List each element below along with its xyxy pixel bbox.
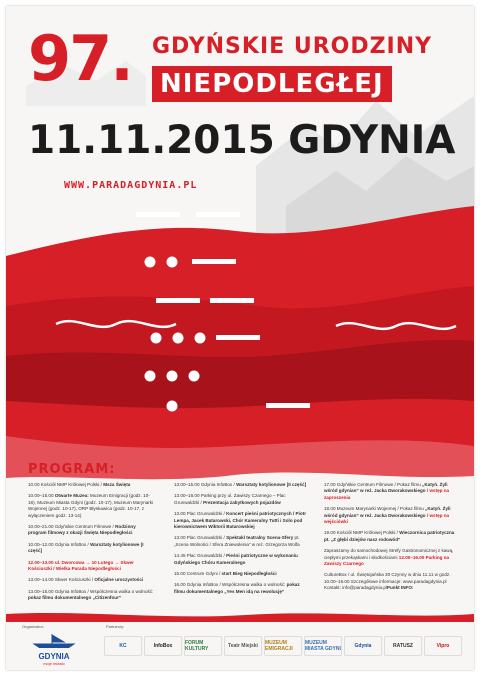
program-entry-text: 15.00 Centrum Gdyni / (174, 571, 222, 577)
program-title: PROGRAM: (28, 462, 116, 477)
program-entry (324, 530, 460, 543)
ship-icon (24, 632, 84, 648)
program-entry-text: 13.00–15.00 Gdynia InfoBox / Współczesna walka o wolność: (28, 588, 154, 594)
partners-label: Partnerzy: (106, 624, 125, 629)
program-entry-text: 12.00–16.00 Parking na Zawiszy Czarnego (324, 554, 450, 567)
program-entry-text: Spektakl teatralny Scena-Sfery (226, 535, 294, 541)
program-entry-text: 10.00 Kościół NMP Królowej Polski / (28, 482, 104, 487)
organizer-name: GDYNIA (38, 652, 70, 661)
program-entry-text: 19.00 Kościół NMP Królowej Polski / (324, 530, 400, 536)
program-entry-text: Otwarte Muzea: (54, 493, 89, 499)
program-entry-text: 13.00–14.00 Skwer Kościuszki / (28, 577, 95, 583)
program-entry-text: Pieśni patriotyczne w wykonaniu Gdyńskiego Chóru Kameralnego (174, 553, 298, 565)
program-column-2 (174, 482, 310, 600)
program-entry-text: Oficjalne uroczystości (94, 577, 144, 583)
program-entry-text: 10.00–15.00 (28, 493, 55, 499)
program-entry-text: 12.00–13.00 ul. Dworcowa → 10 Lutego → Skwer Kościuszki / Wielka Parada Niepodległości (28, 559, 134, 572)
program-entry-text: Prezentacja zabytkowych pojazdów (203, 499, 281, 505)
program-entry-text: Warsztaty kotylionowe [II część] (236, 482, 307, 487)
program-entry-text: Wieczornica patriotyczna pt. „Z głębi dziejów nasz rodowód” (324, 530, 455, 542)
program-entry-text: Punkt INFO: (386, 585, 414, 591)
program-entry (28, 493, 154, 519)
program-entry (28, 577, 154, 583)
program-column-1 (28, 482, 154, 607)
website-url[interactable]: WWW.PARADAGDYNIA.PL (64, 180, 198, 191)
program-entry-text: 13.00 Plac Grunwaldzki / (174, 511, 227, 517)
program-entry-text: pokaz filmu dokumentalnego „Citizenfour” (28, 595, 122, 601)
program-entry (28, 589, 154, 602)
program-entry-text: 13.00–15.00 Gdynia InfoBox / (174, 482, 237, 487)
partner-logo: FORUM KULTURY (184, 636, 222, 656)
program-entry (324, 572, 460, 591)
program-entry-text: Koncert pieśni patriotycznych / Piotr Lempa, Jacek Batarowski, Chór Kameralny Tutti i Solo pod kierownictwem Wiktorii Batarowskiej (174, 511, 306, 530)
partner-logo: Vipro (424, 636, 462, 656)
program-entry-text: 18.00 Muzeum Marynarki Wojennej / Pokaz filmu (324, 506, 426, 512)
partner-logo: Teatr Miejski (224, 636, 262, 656)
program-entry-text: / wstęp na zaproszenia (324, 488, 450, 500)
program-entry-text: Rodzinny program filmowy z okazji Święta Niepodległości (28, 524, 136, 536)
program-entry (324, 506, 460, 525)
program-entry-text: / wstęp na wejściówki (324, 512, 450, 525)
program-entry-text: Msza Święta (103, 482, 131, 487)
program-entry-text: „Katyń. Żyli wśród gdynian” w reż. Jacka Dworakowskiego (324, 506, 451, 518)
partner-logo: RATUSZ (384, 636, 422, 656)
program-entry-text: 10.00–12.00 Gdynia InfoBox / (28, 541, 91, 547)
program-entry-text: Zapraszamy do samochodowej Strefy Gastronomicznej z kawą, ciepłymi przekąskami i słodkościami (324, 548, 454, 560)
program-entry (324, 482, 460, 501)
program-entry-text: 13.00 Plac Grunwaldzki / (174, 535, 227, 541)
gdynia-logo (24, 632, 84, 666)
program-entry (324, 548, 460, 567)
program-entry-text: Warsztaty kotylionowe [I część] (28, 541, 144, 554)
program-entry (174, 511, 310, 530)
program-entry (28, 524, 154, 537)
program-entry (174, 553, 310, 566)
program-entry (174, 582, 310, 595)
program-entry-text: 16.00 Gdynia InfoBox / Współczesna walka o wolność: (174, 582, 287, 588)
headline-line1: GDYŃSKIE URODZINY (152, 34, 433, 59)
partner-logo: MUZEUM MIASTA GDYNI (304, 636, 342, 656)
program-column-3 (324, 482, 460, 597)
poster (6, 6, 474, 670)
program-entry (174, 493, 310, 506)
headline-line2: NIEPODLEGŁEJ (152, 66, 392, 102)
program-entry-text: pokaz filmu dokumentalnego „Yes Men idą na rewolucję” (174, 582, 300, 594)
program-entry-text: Muzeum Emigracji (godz. 10-18), Muzeum Miasta Gdyni (godz. 10-17), Muzeum Marynarki Wojennej (godz. 10-17), ORP Błyskawica (godz. 10-17, z wyłączeniem godz. 13-14) (28, 493, 154, 518)
program-entry-text: pt. „Scena Wolności / Sfera Zniewolenia” w reż. Grzegorza Wolfa (174, 535, 300, 547)
program-entry-text: 10.00–21.00 Gdyńskie Centrum Filmowe / (28, 524, 116, 530)
program-entry-text: 13.00–16.00 Parking przy ul. Zawiszy Czarnego – Plac Grunwaldzki / (174, 493, 286, 505)
program-entry (174, 571, 310, 577)
event-date: 11.11.2015 GDYNIA (28, 118, 456, 163)
organizer-tagline: moje miasto (43, 661, 65, 666)
partner-logo: MUZEUM EMIGRACJI (264, 636, 302, 656)
program-entry (28, 560, 154, 573)
program-entry (28, 482, 154, 488)
program-entry (174, 482, 310, 488)
partner-logo: InfoBox (144, 636, 182, 656)
organizer-label: Organizator: (22, 624, 45, 629)
partner-logo: KC (104, 636, 142, 656)
program-entry-text: „Katyń. Żyli wśród gdynian” w reż. Jacka Dworakowskiego (324, 482, 448, 494)
program-entry-text: 17.00 Gdyńskie Centrum Filmowe / Pokaz filmu (324, 482, 423, 487)
program-entry (174, 535, 310, 548)
program-entry-text: 14.45 Plac Grunwaldzki / (174, 553, 227, 559)
program-entry-text: CultureBox / ul. Świętojańska 30 Czynny w dniu 11.11 w godz. 10.00–16.00 Szczegółowe informacje: www.paradagdynia.pl Kontakt: info@paradagdynia.pl (324, 572, 451, 591)
program-entry (28, 542, 154, 555)
program-entry-text: start Bieg Niepodległości (221, 571, 277, 577)
partner-logo: Gdynia (344, 636, 382, 656)
anniversary-number: 97. (28, 22, 132, 95)
